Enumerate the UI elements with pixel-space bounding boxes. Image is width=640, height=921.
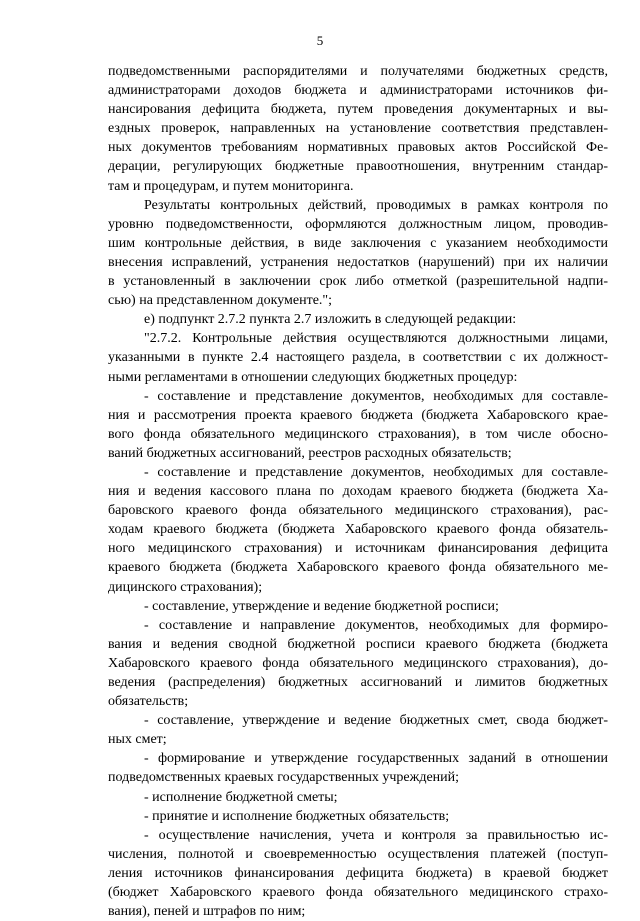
- text-line: подведомственных краевых государственных учреждений;: [108, 770, 460, 786]
- list-item-budget-draft: [108, 387, 608, 463]
- text-line: - осуществление начисления, учета и контроля за правильностью ис-: [144, 827, 608, 843]
- text-line: вого фонда обязательного медицинского страхования), в том числе обосно-: [108, 426, 608, 442]
- text-line: ными регламентами в отношении следующих бюджетных процедур:: [108, 369, 518, 385]
- paragraph-clause-2-7-2: [108, 329, 608, 386]
- text-line: ваний бюджетных ассигнований, реестров расходных обязательств;: [108, 445, 512, 461]
- text-line: баровского краевого фонда обязательного медицинского страхования), рас-: [108, 503, 608, 519]
- text-line: дицинского страхования);: [108, 579, 263, 595]
- text-line: Хабаровского краевого фонда обязательного медицинского страхования), до-: [108, 655, 608, 671]
- text-line: ния и рассмотрения проекта краевого бюджета (бюджета Хабаровского крае-: [108, 407, 608, 423]
- text-line: (бюджет Хабаровского краевого фонда обязательного медицинского страхо-: [108, 885, 608, 901]
- list-item-cash-plan: [108, 463, 608, 597]
- text-line: указанными в пункте 2.4 настоящего раздела, в соответствии с их должност-: [108, 350, 608, 366]
- text-line: дерации, регулирующих бюджетные правоотношения, внутренним стандар-: [108, 159, 608, 175]
- text-line: "2.7.2. Контрольные действия осуществляются должностными лицами,: [144, 331, 608, 347]
- text-line: е) подпункт 2.7.2 пункта 2.7 изложить в следующей редакции:: [144, 312, 517, 328]
- paragraph-control-methods: [108, 62, 608, 196]
- text-line: - принятие и исполнение бюджетных обязательств;: [144, 808, 450, 824]
- text-line: - составление и представление документов, необходимых для составле-: [144, 388, 608, 404]
- text-line: обязательств;: [108, 694, 189, 710]
- list-item-estimate-execution: [108, 788, 608, 807]
- text-line: внесения исправлений, устранения недостатков (нарушений) при их наличии: [108, 254, 608, 270]
- text-line: краевого бюджета (бюджета Хабаровского краевого фонда обязательного ме-: [108, 560, 608, 576]
- text-line: ведения (распределения) бюджетных ассигнований и лимитов бюджетных: [108, 675, 608, 690]
- list-item-consolidated-schedule: [108, 616, 608, 711]
- text-line: числения, полнотой и своевременностью осуществления платежей (поступ-: [108, 846, 608, 862]
- text-line: ходам краевого бюджета (бюджета Хабаровского краевого фонда обязатель-: [108, 522, 608, 538]
- text-line: - составление и представление документов, необходимых для составле-: [144, 464, 608, 480]
- text-line: нансирования дефицита бюджета, путем проведения документарных и вы-: [108, 102, 608, 118]
- list-item-state-assignments: [108, 749, 608, 787]
- text-line: ния и ведения кассового плана по доходам краевого бюджета (бюджета Ха-: [108, 484, 608, 500]
- text-line: вания), пеней и штрафов по ним;: [108, 904, 306, 920]
- list-item-obligations: [108, 807, 608, 826]
- text-line: шим контрольные действия, в виде заключения с указанием необходимости: [108, 235, 608, 251]
- text-line: - составление и направление документов, необходимых для формиро-: [144, 617, 608, 633]
- text-line: сью) на представленном документе.";: [108, 293, 333, 309]
- text-line: ных документов требованиям нормативных правовых актов Российской Фе-: [108, 140, 608, 156]
- page-number: 5: [316, 33, 324, 48]
- list-item-budget-schedule: [108, 597, 608, 616]
- text-line: Результаты контрольных действий, проводимых в рамках контроля по: [144, 197, 608, 213]
- text-line: - составление, утверждение и ведение бюджетных смет, свода бюджет-: [144, 713, 608, 729]
- paragraph-control-results: [108, 196, 608, 311]
- text-line: подведомственными распорядителями и получателями бюджетных средств,: [108, 64, 608, 79]
- text-line: вания и ведения сводной бюджетной росписи краевого бюджета (бюджета: [108, 636, 608, 652]
- list-item-payments-control: [108, 826, 608, 921]
- text-line: администраторами доходов бюджета и администраторами источников фи-: [108, 83, 608, 99]
- text-line: там и процедурам, и путем мониторинга.: [108, 178, 354, 194]
- paragraph-amendment-e: [108, 310, 608, 329]
- text-line: уровню подведомственности, оформляются должностным лицом, проводив-: [108, 216, 608, 232]
- list-item-budget-estimates: [108, 711, 608, 749]
- text-line: ления источников финансирования дефицита бюджета) в краевой бюджет: [108, 865, 608, 881]
- text-line: - составление, утверждение и ведение бюджетной росписи;: [144, 598, 499, 614]
- document-body: [108, 62, 608, 921]
- text-line: - исполнение бюджетной сметы;: [144, 789, 338, 805]
- text-line: в установленный в заключении срок либо отметкой (разрешительной надпи-: [108, 274, 608, 290]
- text-line: ного медицинского страхования) и источникам финансирования дефицита: [108, 541, 608, 557]
- text-line: ных смет;: [108, 732, 167, 748]
- text-line: ездных проверок, направленных на установление соответствия представлен-: [108, 121, 608, 137]
- text-line: - формирование и утверждение государственных заданий в отношении: [144, 751, 608, 767]
